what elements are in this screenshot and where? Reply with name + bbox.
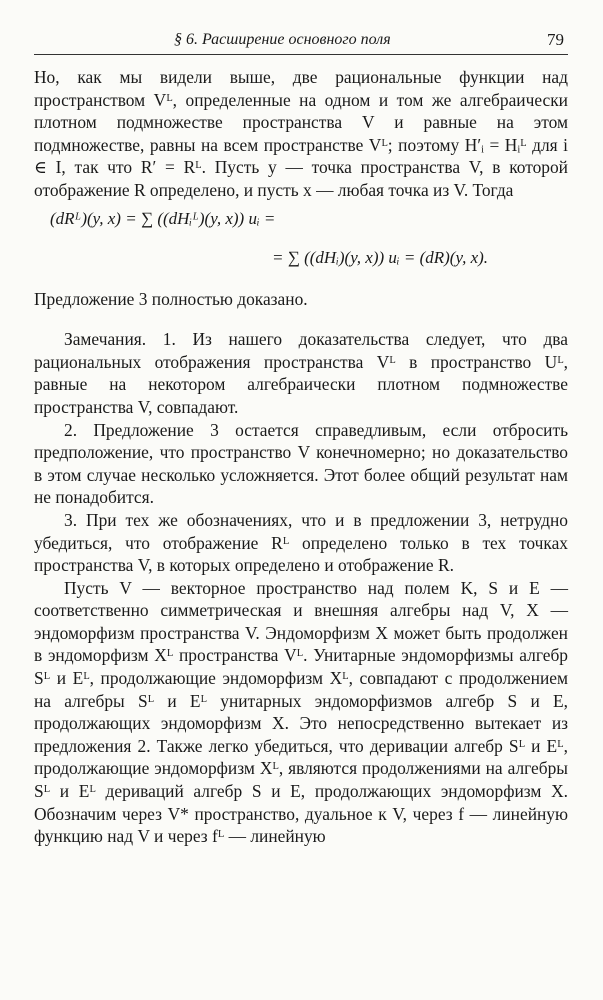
paragraph-2: Предложение 3 полностью доказано. (34, 288, 308, 309)
formula-line-2: = ∑ ((dHᵢ)(y, x)) uᵢ = (dR)(y, x). (272, 247, 489, 267)
paragraph-remarks-3: 3. При тех же обозначениях, что и в предложении 3, нетрудно убедиться, что отображение Rᴸ определено только в тех точках пространства V, в которых определено и отображение R. (34, 509, 568, 576)
paragraph-1: Но, как мы видели выше, две рациональные функции над пространством Vᴸ, определенные на одном и том же алгебраически плотном подмножестве пространства V и равные на этом подмножестве, равны на всем пространстве Vᴸ; поэтому H′ᵢ = Hᵢᴸ для i ∈ I, так что R′ = Rᴸ. Пусть y — точка пространства V, в которой отображение R определено, и пусть x — любая точка из V. Тогда (34, 67, 568, 200)
page-body (34, 66, 568, 848)
paragraph-remarks-1: Замечания. 1. Из нашего доказательства следует, что два рациональных отображения пространства Vᴸ в пространство Uᴸ, равные на некотором алгебраически плотном подмножестве пространства V, совпадают. (34, 329, 568, 417)
formula-line-1: (dRᴸ)(y, x) = ∑ ((dHᵢᴸ)(y, x)) uᵢ = (50, 208, 276, 228)
page-number: 79 (547, 30, 564, 49)
paragraph-remarks-2: 2. Предложение 3 остается справедливым, если отбросить предположение, что пространство V конечномерно; но доказательство в этом случае несколько усложняется. Этот более общий результат нам не понадобится. (34, 419, 568, 508)
running-header (34, 30, 568, 55)
display-formula (34, 202, 568, 288)
paragraph-main: Пусть V — векторное пространство над полем K, S и E — соответственно симметрическая и внешняя алгебры над V, X — эндоморфизм пространства V. Эндоморфизм X может быть продолжен в эндоморфизм Xᴸ пространства Vᴸ. Унитарные эндоморфизмы алгебр Sᴸ и Eᴸ, продолжающие эндоморфизм Xᴸ, совпадают с продолжением на алгебры Sᴸ и Eᴸ унитарных эндоморфизмов алгебр S и E, продолжающих эндоморфизм X. Это непосредственно вытекает из предложения 2. Также легко убедиться, что деривации алгебр Sᴸ и Eᴸ, продолжающие эндоморфизм Xᴸ, являются продолжениями на алгебры Sᴸ и Eᴸ дериваций алгебр S и E, продолжающих эндоморфизм X. Обозначим через V* пространство, дуальное к V, через f — линейную функцию над V и через fᴸ — линейную (34, 577, 568, 847)
running-head: § 6. Расширение основного поля (174, 31, 391, 48)
